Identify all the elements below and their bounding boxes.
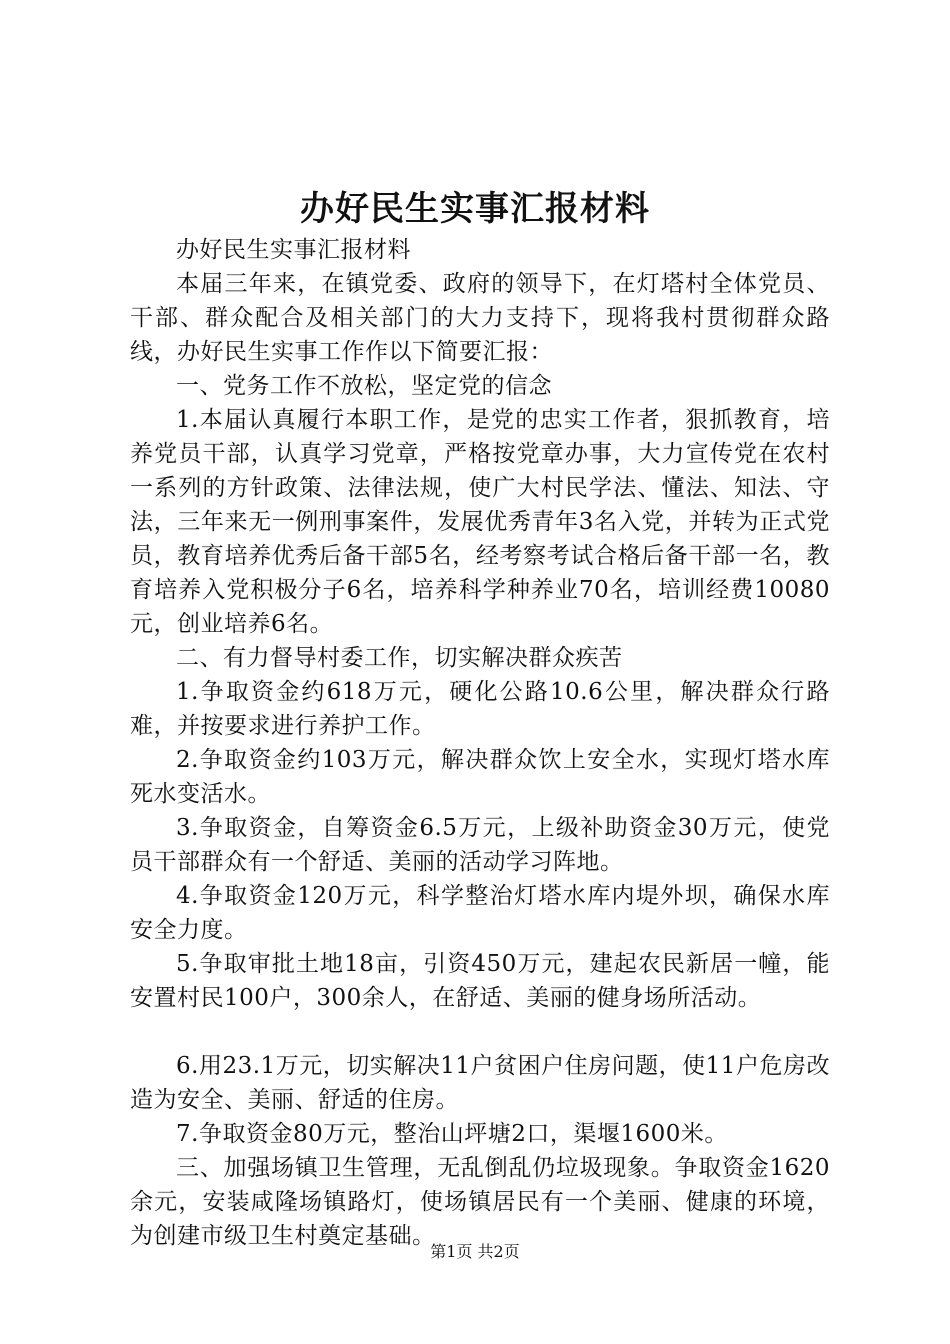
section-heading-3: 三、加强场镇卫生管理，无乱倒乱仍垃圾现象。争取资金1620余元，安装咸隆场镇路灯，使场镇居民有一个美丽、健康的环境，为创建市级卫生村奠定基础。 — [130, 1155, 830, 1249]
paragraph-item: 6.用23.1万元，切实解决11户贫困户住房问题，使11户危房改造为安全、美丽、舒适的住房。 — [130, 1053, 830, 1113]
paragraph-item: 4.争取资金120万元，科学整治灯塔水库内堤外坝，确保水库安全力度。 — [130, 883, 830, 943]
document-body — [130, 233, 830, 1253]
paragraph-intro: 本届三年来，在镇党委、政府的领导下，在灯塔村全体党员、干部、群众配合及相关部门的大力支持下，现将我村贯彻群众路线，办好民生实事工作作以下简要汇报： — [130, 271, 830, 365]
paragraph-item: 5.争取审批土地18亩，引资450万元，建起农民新居一幢，能安置村民100户，300余人，在舒适、美丽的健身场所活动。 — [130, 951, 830, 1011]
document-title: 办好民生实事汇报材料 — [300, 189, 650, 229]
paragraph-item: 1.争取资金约618万元，硬化公路10.6公里，解决群众行路难，并按要求进行养护工作。 — [130, 679, 830, 739]
page-footer: 第1页 共2页 — [430, 1242, 520, 1261]
section-heading-2: 二、有力督导村委工作，切实解决群众疾苦 — [176, 645, 623, 671]
paragraph-item: 7.争取资金80万元，整治山坪塘2口，渠堰1600米。 — [176, 1121, 728, 1147]
paragraph-item: 3.争取资金，自筹资金6.5万元，上级补助资金30万元，使党员干部群众有一个舒适、美丽的活动学习阵地。 — [130, 815, 830, 875]
paragraph-item: 1.本届认真履行本职工作，是党的忠实工作者，狠抓教育，培养党员干部，认真学习党章，严格按党章办事，大力宣传党在农村一系列的方针政策、法律法规，使广大村民学法、懂法、知法、守法，三年来无一例刑事案件，发展优秀青年3名入党，并转为正式党员，教育培养优秀后备干部5名，经考察考试合格后备干部一名，教育培养入党积极分子6名，培养科学种养业70名，培训经费10080元，创业培养6名。 — [130, 407, 830, 637]
paragraph-subtitle: 办好民生实事汇报材料 — [176, 237, 411, 263]
paragraph-item: 2.争取资金约103万元，解决群众饮上安全水，实现灯塔水库死水变活水。 — [130, 747, 830, 807]
section-heading-1: 一、党务工作不放松，坚定党的信念 — [176, 373, 552, 399]
